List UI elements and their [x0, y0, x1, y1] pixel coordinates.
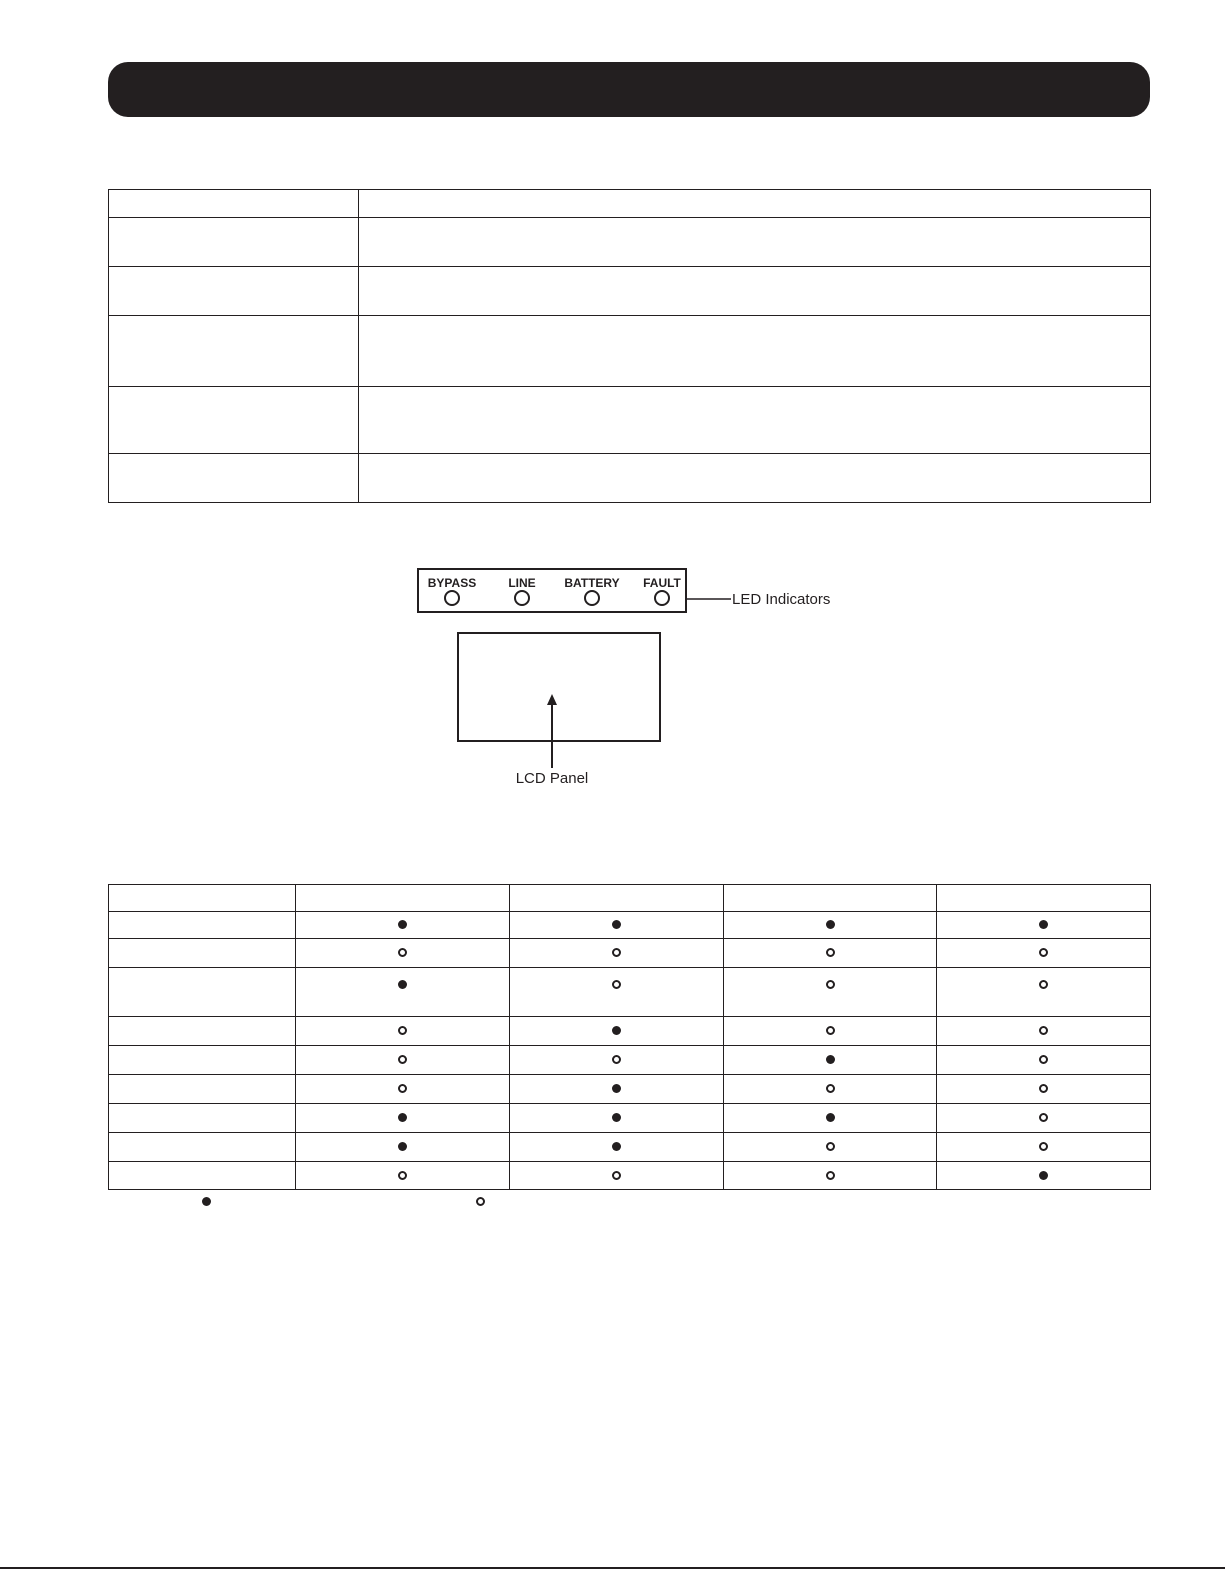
table-cell [109, 1162, 296, 1190]
filled-circle-icon [398, 920, 407, 929]
led-fault-icon [655, 591, 669, 605]
filled-circle-icon [398, 1113, 407, 1122]
led-state-cell [724, 939, 937, 968]
led-state-cell [724, 968, 937, 1017]
hollow-circle-icon [1039, 1026, 1048, 1035]
led-state-cell [296, 1104, 510, 1133]
hollow-circle-icon [826, 1026, 835, 1035]
table-cell [109, 267, 359, 316]
led-state-cell [937, 1075, 1151, 1104]
table-row [109, 387, 1151, 454]
filled-circle-icon [612, 1026, 621, 1035]
led-bypass-icon [445, 591, 459, 605]
led-state-cell [510, 939, 724, 968]
table-cell [359, 190, 1151, 218]
filled-circle-icon [398, 1142, 407, 1151]
filled-circle-icon [398, 980, 407, 989]
led-state-cell [296, 1075, 510, 1104]
led-label-line: LINE [508, 576, 536, 590]
hollow-circle-icon [612, 948, 621, 957]
led-state-cell [724, 1046, 937, 1075]
filled-circle-icon [826, 1055, 835, 1064]
led-state-cell [937, 1104, 1151, 1133]
table-row [109, 1075, 1151, 1104]
led-status-table [108, 884, 1151, 1190]
filled-circle-icon [612, 1113, 621, 1122]
filled-circle-icon [612, 1142, 621, 1151]
led-indicators-callout: LED Indicators [732, 591, 831, 608]
table-cell [937, 885, 1151, 912]
led-state-cell [937, 1017, 1151, 1046]
table-cell [109, 1046, 296, 1075]
table-cell [109, 885, 296, 912]
led-state-cell [510, 1104, 724, 1133]
hollow-circle-icon [398, 1084, 407, 1093]
led-state-cell [937, 1133, 1151, 1162]
led-state-cell [937, 968, 1151, 1017]
led-state-cell [724, 912, 937, 939]
led-panel-frame [418, 569, 686, 612]
table-cell [359, 267, 1151, 316]
led-state-cell [296, 1046, 510, 1075]
led-state-cell [510, 968, 724, 1017]
led-state-cell [510, 1046, 724, 1075]
hollow-circle-icon [1039, 948, 1048, 957]
led-battery-icon [585, 591, 599, 605]
led-label-fault: FAULT [643, 576, 681, 590]
footer-rule [0, 1567, 1225, 1569]
led-state-cell [724, 1017, 937, 1046]
led-state-cell [510, 912, 724, 939]
led-label-battery: BATTERY [564, 576, 620, 590]
table-cell [109, 454, 359, 503]
hollow-circle-icon [476, 1197, 485, 1206]
lcd-panel-callout: LCD Panel [515, 770, 589, 787]
table-cell [109, 968, 296, 1017]
table-cell [109, 218, 359, 267]
table-row [109, 267, 1151, 316]
hollow-circle-icon [1039, 1113, 1048, 1122]
table-row [109, 316, 1151, 387]
filled-circle-icon [612, 920, 621, 929]
led-state-cell [510, 1133, 724, 1162]
table-row [109, 454, 1151, 503]
led-state-cell [724, 1133, 937, 1162]
led-state-cell [937, 1162, 1151, 1190]
filled-circle-icon [202, 1197, 211, 1206]
lcd-panel-frame [458, 633, 660, 741]
table-cell [109, 1104, 296, 1133]
table-row [109, 968, 1151, 1017]
filled-circle-icon [1039, 1171, 1048, 1180]
led-state-cell [296, 1017, 510, 1046]
led-state-cell [937, 912, 1151, 939]
table-cell [296, 885, 510, 912]
led-state-cell [937, 939, 1151, 968]
table-cell [109, 1075, 296, 1104]
table-cell [510, 885, 724, 912]
filled-circle-icon [826, 1113, 835, 1122]
table-row [109, 912, 1151, 939]
filled-circle-icon [1039, 920, 1048, 929]
hollow-circle-icon [398, 1055, 407, 1064]
led-state-cell [724, 1104, 937, 1133]
hollow-circle-icon [826, 1142, 835, 1151]
arrow-up-icon [547, 694, 557, 705]
led-state-cell [296, 1133, 510, 1162]
hollow-circle-icon [612, 980, 621, 989]
filled-circle-icon [612, 1084, 621, 1093]
hollow-circle-icon [398, 1171, 407, 1180]
table-header-row [109, 885, 1151, 912]
table-cell [109, 1133, 296, 1162]
table-row [109, 1104, 1151, 1133]
table-row [109, 1046, 1151, 1075]
led-state-cell [296, 968, 510, 1017]
table-cell [359, 454, 1151, 503]
hollow-circle-icon [612, 1171, 621, 1180]
hollow-circle-icon [612, 1055, 621, 1064]
hollow-circle-icon [826, 1084, 835, 1093]
hollow-circle-icon [1039, 1142, 1048, 1151]
table-cell [109, 939, 296, 968]
hollow-circle-icon [826, 948, 835, 957]
table-row [109, 1162, 1151, 1190]
table-cell [359, 316, 1151, 387]
table-cell [109, 912, 296, 939]
led-state-cell [510, 1162, 724, 1190]
hollow-circle-icon [1039, 1084, 1048, 1093]
led-state-cell [724, 1075, 937, 1104]
table-cell [359, 387, 1151, 454]
hollow-circle-icon [826, 1171, 835, 1180]
table-cell [109, 190, 359, 218]
led-label-bypass: BYPASS [427, 576, 477, 590]
hollow-circle-icon [398, 948, 407, 957]
led-state-cell [510, 1075, 724, 1104]
led-state-cell [296, 912, 510, 939]
table-row [109, 1017, 1151, 1046]
table-cell [359, 218, 1151, 267]
hollow-circle-icon [826, 980, 835, 989]
section-header-bar [108, 62, 1150, 117]
table-cell [109, 1017, 296, 1046]
led-state-cell [724, 1162, 937, 1190]
table-cell [724, 885, 937, 912]
led-state-cell [296, 1162, 510, 1190]
table-cell [109, 316, 359, 387]
table-row [109, 218, 1151, 267]
led-state-cell [296, 939, 510, 968]
hollow-circle-icon [1039, 980, 1048, 989]
hollow-circle-icon [398, 1026, 407, 1035]
table-row [109, 1133, 1151, 1162]
table-row [109, 939, 1151, 968]
led-line-icon [515, 591, 529, 605]
led-state-cell [510, 1017, 724, 1046]
led-state-cell [937, 1046, 1151, 1075]
hollow-circle-icon [1039, 1055, 1048, 1064]
filled-circle-icon [826, 920, 835, 929]
function-description-table [108, 189, 1151, 503]
table-header-row [109, 190, 1151, 218]
table-cell [109, 387, 359, 454]
